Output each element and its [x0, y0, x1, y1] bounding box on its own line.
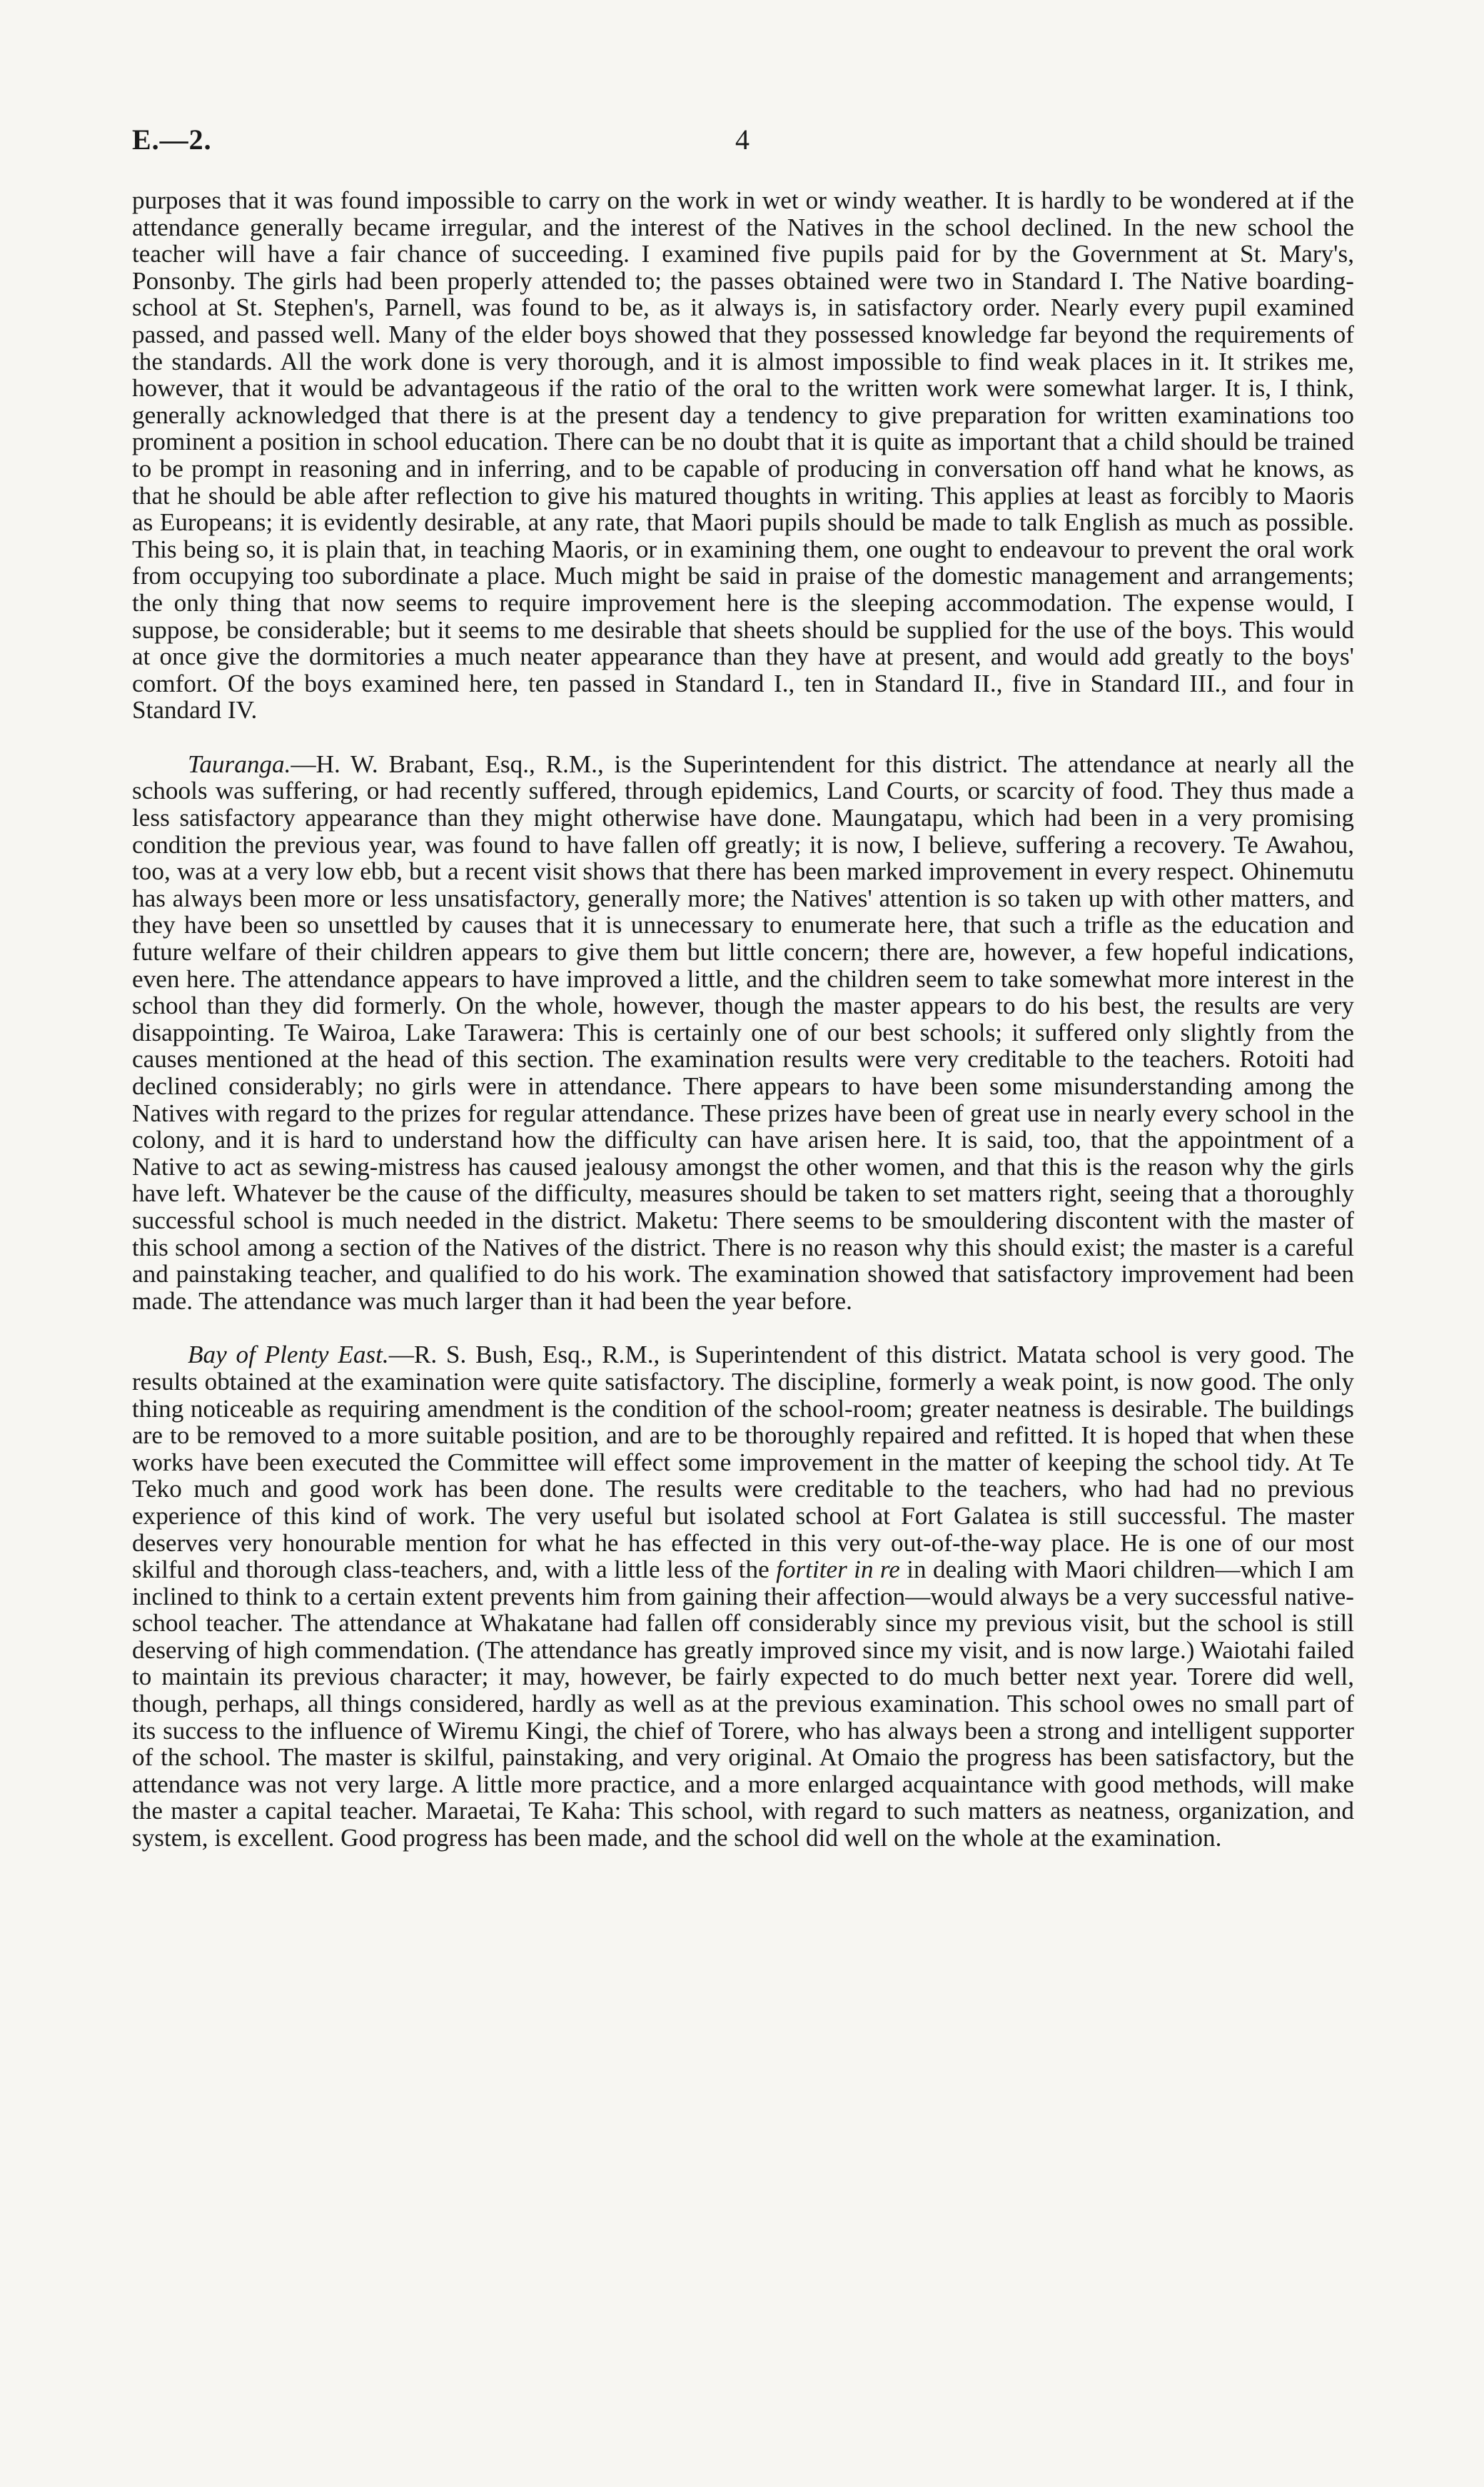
body-text	[132, 187, 1354, 1852]
paragraph-continuation	[132, 187, 1354, 724]
paragraph-text: —H. W. Brabant, Esq., R.M., is the Superintendent for this district. The attendance at nearly all the schools was suffering, or had recently suffered, through epidemics, Land Courts, or scarcity of food. They thus made a less satisfactory appearance than they might otherwise have done. Maungatapu, which had been in a very promising condition the previous year, was found to have fallen off greatly; it is now, I believe, suffering a recovery. Te Awahou, too, was at a very low ebb, but a recent visit shows that there has been marked improvement in every respect. Ohinemutu has always been more or less unsatisfactory, generally more; the Natives' attention is so taken up with other matters, and they have been so unsettled by causes that it is unnecessary to enumerate here, that such a trifle as the education and future welfare of their children appears to give them but little concern; there are, however, a few hopeful indications, even here. The attendance appears to have improved a little, and the children seem to take somewhat more interest in the school than they did formerly. On the whole, however, though the master appears to do his best, the results are very disappointing. Te Wairoa, Lake Tarawera: This is certainly one of our best schools; it suffered only slightly from the causes mentioned at the head of this section. The examination results were very creditable to the teachers. Rotoiti had declined considerably; no girls were in attendance. There appears to have been some misunderstanding among the Natives with regard to the prizes for regular attendance. These prizes have been of great use in nearly every school in the colony, and it is hard to understand how the difficulty can have arisen here. It is said, too, that the appointment of a Native to act as sewing-mistress has caused jealousy amongst the other women, and that this is the reason why the girls have left. Whatever be the cause of the difficulty, measures should be taken to set matters right, seeing that a thoroughly successful school is much needed in the district. Maketu: There seems to be smouldering discontent with the master of this school among a section of the Natives of the district. There is no reason why this should exist; the master is a careful and painstaking teacher, and qualified to do his work. The examination showed that satisfactory improvement had been made. The attendance was much larger than it had been the year before.	[132, 750, 1354, 1315]
district-heading: Bay of Plenty East.	[188, 1341, 389, 1369]
latin-phrase: fortiter in re	[776, 1555, 900, 1584]
paragraph-tauranga	[132, 751, 1354, 1314]
paragraph-text: —R. S. Bush, Esq., R.M., is Superintendent of this district. Matata school is very good. The results obtained at the examination were quite satisfactory. The discipline, formerly a weak point, is now good. The only thing noticeable as requiring amendment is the condition of the school-room; greater neatness is desirable. The buildings are to be removed to a more suitable position, and are to be thoroughly repaired and refitted. It is hoped that when these works have been executed the Committee will effect some improvement in the matter of keeping the school tidy. At Te Teko much and good work has been done. The results were creditable to the teachers, who had had no previous experience of this kind of work. The very useful but isolated school at Fort Galatea is still successful. The master deserves very honourable mention for what he has effected in this very out-of-the-way place. He is one of our most skilful and thorough class-teachers, and, with a little less of the	[132, 1341, 1355, 1584]
page-number: 4	[735, 123, 749, 156]
paragraph-bay-of-plenty-east	[132, 1341, 1354, 1851]
paragraph-text: in dealing with Maori children—which I am inclined to think to a certain extent prevents him from gaining their affection—would always be a very successful native-school teacher. The attendance at Whakatane had fallen off considerably since my previous visit, but the school is still deserving of high commendation. (The attendance has greatly improved since my visit, and is now large.) Waiotahi failed to maintain its previous character; it may, however, be fairly expected to do much better next year. Torere did well, though, perhaps, all things considered, hardly as well as at the previous examination. This school owes no small part of its success to the influence of Wiremu Kingi, the chief of Torere, who has always been a strong and intelligent supporter of the school. The master is skilful, painstaking, and very original. At Omaio the progress has been satisfactory, but the attendance was not very large. A little more practice, and a more enlarged acquaintance with good methods, will make the master a capital teacher. Maraetai, Te Kaha: This school, with regard to such matters as neatness, organization, and system, is excellent. Good progress has been made, and the school did well on the whole at the examination.	[132, 1555, 1354, 1852]
district-heading: Tauranga.	[188, 750, 291, 778]
paragraph-text: purposes that it was found impossible to carry on the work in wet or windy weather. It is hardly to be wondered at if the attendance generally became irregular, and the interest of the Natives in the school declined. In the new school the teacher will have a fair chance of succeeding. I examined five pupils paid for by the Government at St. Mary's, Ponsonby. The girls had been properly attended to; the passes obtained were two in Standard I. The Native boarding-school at St. Stephen's, Parnell, was found to be, as it always is, in satisfactory order. Nearly every pupil examined passed, and passed well. Many of the elder boys showed that they possessed knowledge far beyond the requirements of the standards. All the work done is very thorough, and it is almost impossible to find weak places in it. It strikes me, however, that it would be advantageous if the ratio of the oral to the written work were somewhat larger. It is, I think, generally acknowledged that there is at the present day a tendency to give preparation for written examinations too prominent a position in school education. There can be no doubt that it is quite as important that a child should be trained to be prompt in reasoning and in inferring, and to be capable of producing in conversation off hand what he knows, as that he should be able after reflection to give his matured thoughts in writing. This applies at least as forcibly to Maoris as Europeans; it is evidently desirable, at any rate, that Maori pupils should be made to talk English as much as possible. This being so, it is plain that, in teaching Maoris, or in examining them, one ought to endeavour to prevent the oral work from occupying too subordinate a place. Much might be said in praise of the domestic management and arrangements; the only thing that now seems to require improvement here is the sleeping accommodation. The expense would, I suppose, be considerable; but it seems to me desirable that sheets should be supplied for the use of the boys. This would at once give the dormitories a much neater appearance than they have at present, and would add greatly to the boys' comfort. Of the boys examined here, ten passed in Standard I., ten in Standard II., five in Standard III., and four in Standard IV.	[132, 186, 1354, 725]
document-reference: E.—2.	[132, 123, 212, 156]
page-header	[132, 123, 1353, 173]
